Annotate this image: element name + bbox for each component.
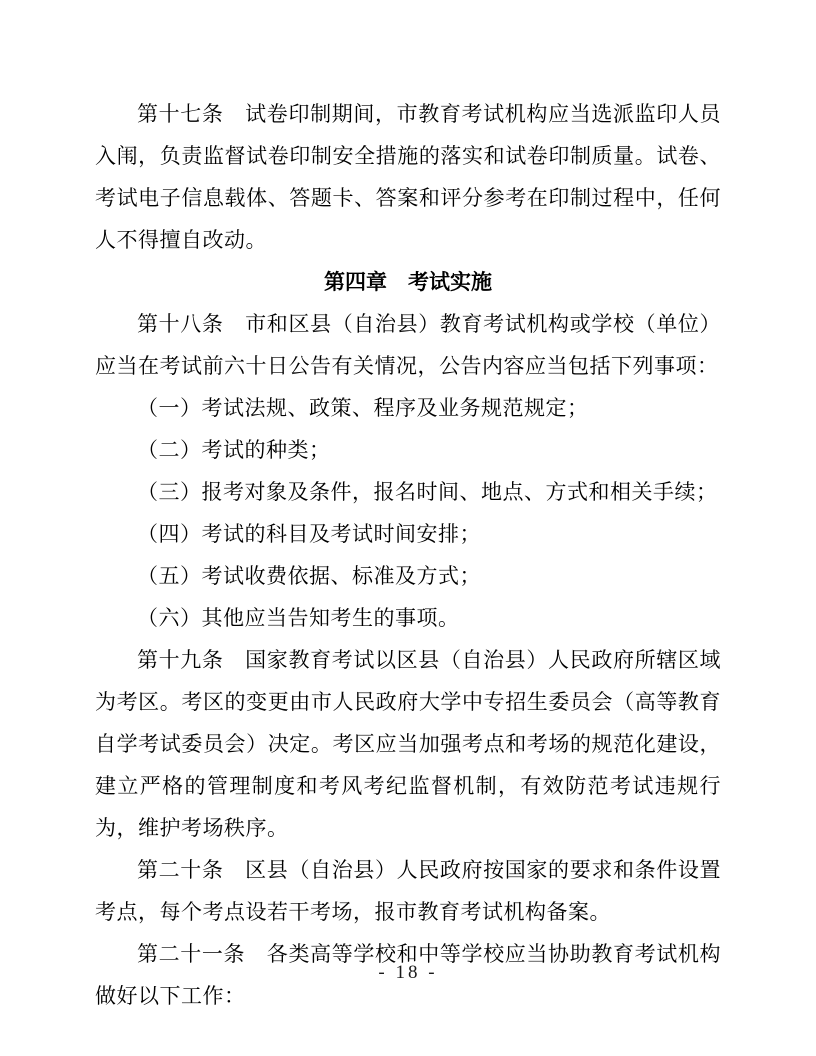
article-18-item-4: （四）考试的科目及考试时间安排； [137,523,481,546]
article-18-item-3: （三）报考对象及条件，报名时间、地点、方式和相关手续； [137,481,718,504]
document-content [95,94,721,1018]
article-18-item-5: （五）考试收费依据、标准及方式； [137,565,481,588]
article-20-paragraph: 第二十条 区县（自治县）人民政府按国家的要求和条件设置考点，每个考点设若干考场，报市教育考试机构备案。 [95,859,721,924]
article-19-paragraph: 第十九条 国家教育考试以区县（自治县）人民政府所辖区域为考区。考区的变更由市人民政府大学中专招生委员会（高等教育自学考试委员会）决定。考区应当加强考点和考场的规范化建设，建立严格的管理制度和考风考纪监督机制，有效防范考试违规行为，维护考场秩序。 [95,649,721,840]
article-18-paragraph: 第十八条 市和区县（自治县）教育考试机构或学校（单位）应当在考试前六十日公告有关情况，公告内容应当包括下列事项： [95,313,721,378]
article-18-item-6: （六）其他应当告知考生的事项。 [137,607,460,630]
article-18-item-1: （一）考试法规、政策、程序及业务规范规定； [137,397,589,420]
article-21-paragraph: 第二十一条 各类高等学校和中等学校应当协助教育考试机构做好以下工作： [95,943,721,1008]
page-number: - 18 - [378,962,438,983]
article-18-item-2: （二）考试的种类； [137,439,331,462]
article-17-paragraph: 第十七条 试卷印制期间，市教育考试机构应当选派监印人员入闱，负责监督试卷印制安全措施的落实和试卷印制质量。试卷、考试电子信息载体、答题卡、答案和评分参考在印制过程中，任何人不得擅自改动。 [95,103,721,252]
chapter-4-heading: 第四章 考试实施 [324,271,492,294]
